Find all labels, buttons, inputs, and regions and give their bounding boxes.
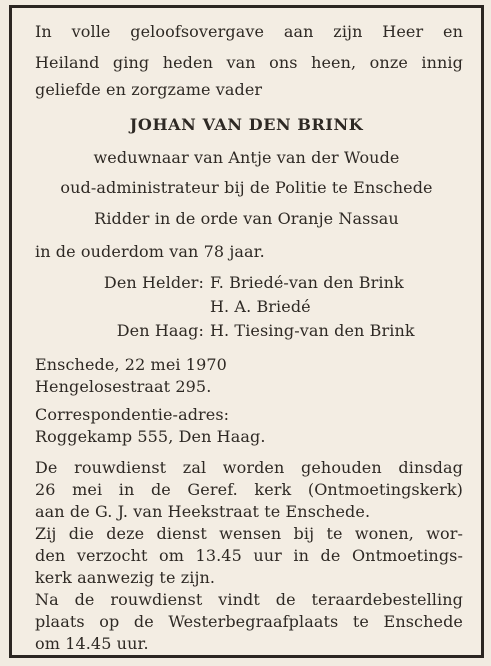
service-line-8: plaats op de Westerbegraafplaats te Enschede [35,612,463,631]
service-line-6: kerk aanwezig te zijn. [35,568,216,587]
service-line-3: aan de G. J. van Heekstraat te Enschede. [35,502,371,521]
correspondence-label: Correspondentie-adres: [35,405,230,424]
correspondence-address: Roggekamp 555, Den Haag. [35,427,266,446]
service-line-4: Zij die deze dienst wensen bij te wonen, wor- [35,524,463,543]
service-line-2: 26 mei in de Geref. kerk (Ontmoetingskerk) [35,480,463,499]
deceased-detail-occupation: oud-administrateur bij de Politie te Enschede [60,178,433,197]
age-line: in de ouderdom van 78 jaar. [35,242,265,261]
relative-name: F. Briedé-van den Brink [210,273,404,292]
relative-name: H. Tiesing-van den Brink [210,321,415,340]
relative-name: H. A. Briedé [210,297,311,316]
relative-row [12,297,311,317]
place-date: Enschede, 22 mei 1970 [35,355,227,374]
service-line-5: den verzocht om 13.45 uur in de Ontmoetings- [35,546,463,565]
intro-line-3: geliefde en zorgzame vader [35,80,263,99]
service-line-7: Na de rouwdienst vindt de teraardebestelling [35,590,463,609]
intro-line-2: Heiland ging heden van ons heen, onze innig [35,53,463,72]
obituary-notice [9,5,484,658]
deceased-detail-honour: Ridder in de orde van Oranje Nassau [94,209,399,228]
intro-line-1: In volle geloofsovergave aan zijn Heer en [35,22,463,41]
deceased-name: JOHAN VAN DEN BRINK [129,115,364,134]
service-line-1: De rouwdienst zal worden gehouden dinsdag [35,458,463,477]
home-address: Hengelosestraat 295. [35,377,212,396]
relative-place: Den Helder: [103,273,204,292]
relative-row [12,273,404,293]
deceased-detail-widower: weduwnaar van Antje van der Woude [93,148,400,167]
relative-place: Den Haag: [116,321,204,340]
relative-row [12,321,415,341]
service-line-9: om 14.45 uur. [35,634,149,653]
